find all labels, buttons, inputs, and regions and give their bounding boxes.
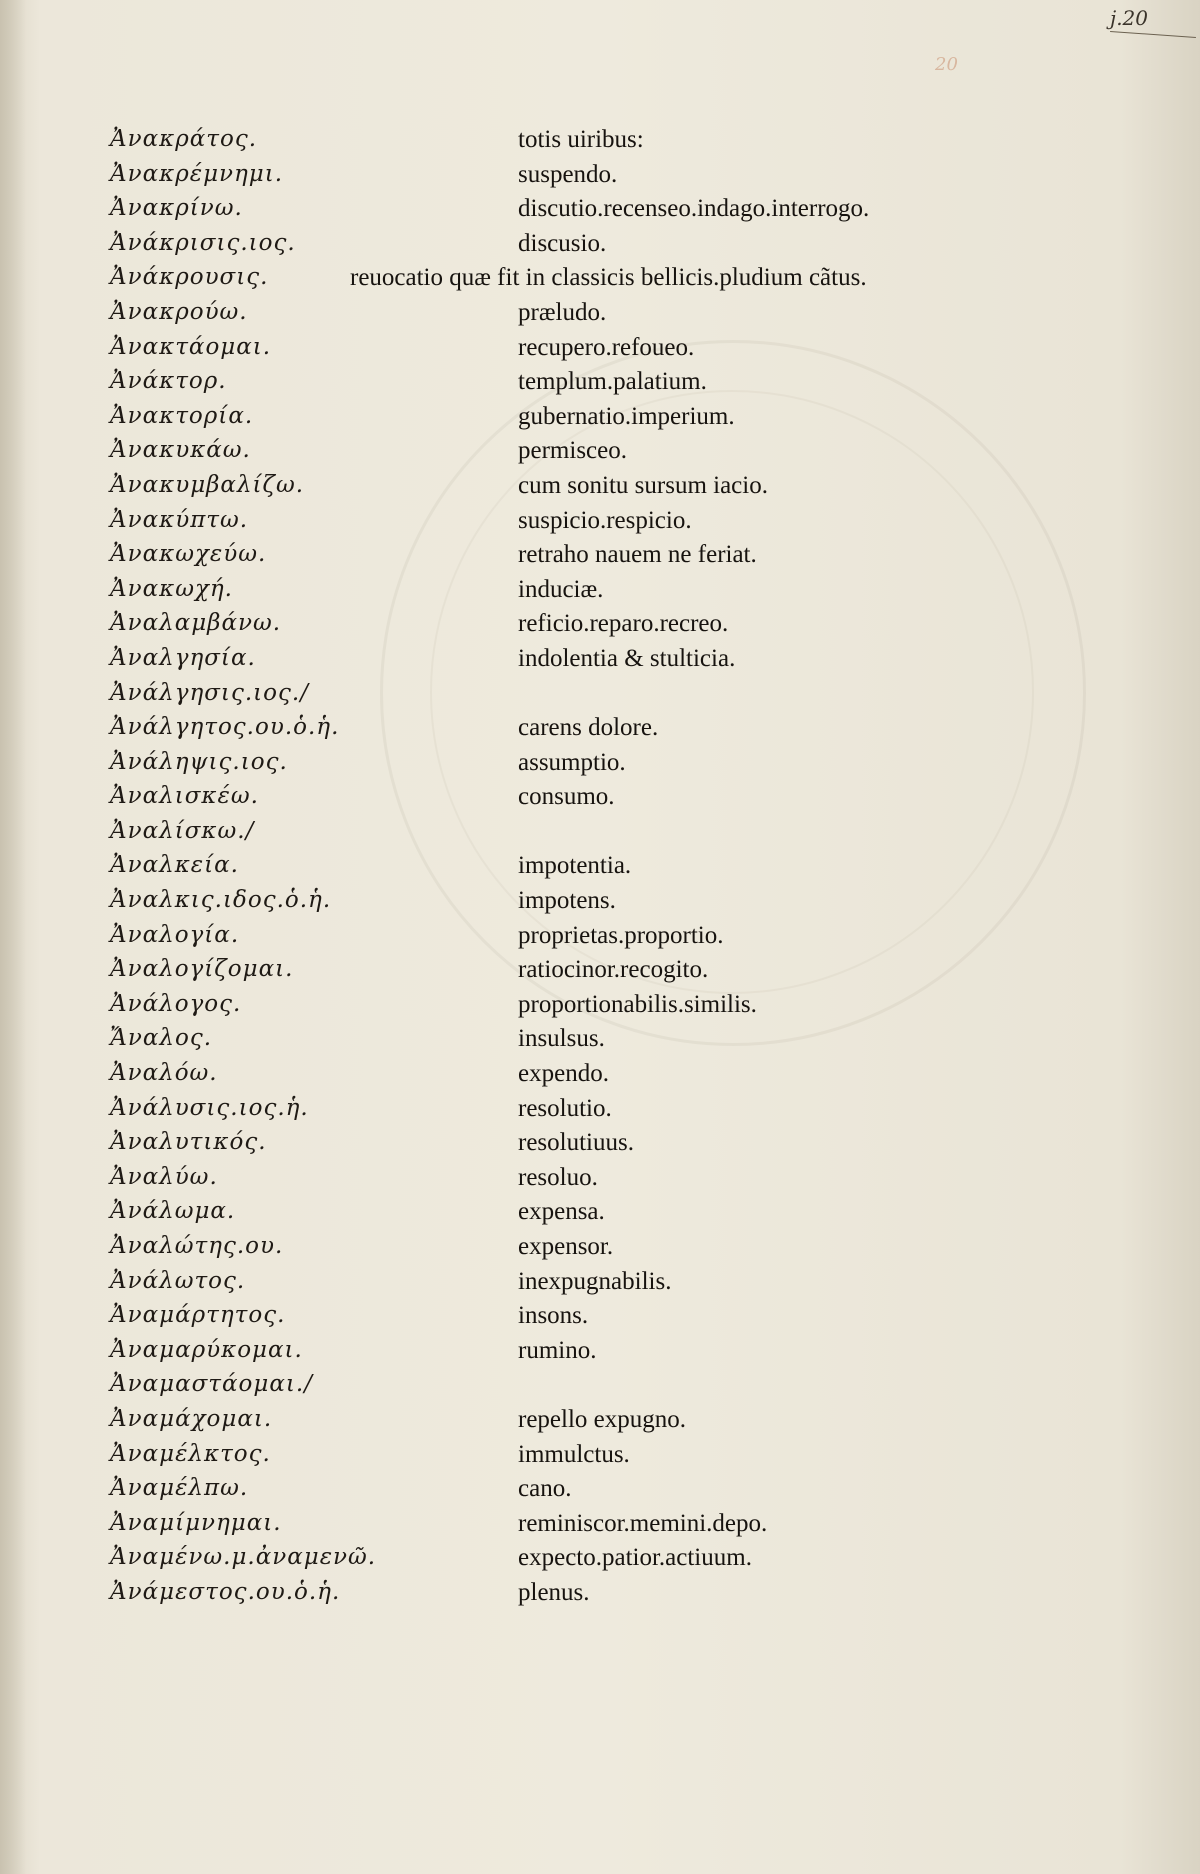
dictionary-entry	[0, 991, 1200, 1026]
greek-headword: Ἀναλίσκω./	[110, 817, 255, 844]
latin-gloss: recupero.refoueo.	[518, 333, 695, 361]
greek-headword: Ἀνάκρισις.ιος.	[110, 229, 296, 256]
greek-headword: Ἀνάλγησις.ιος./	[110, 679, 309, 706]
greek-headword: Ἀναμίμνημαι.	[110, 1509, 282, 1536]
latin-gloss: expensa.	[518, 1198, 605, 1226]
latin-gloss: cano.	[518, 1475, 572, 1503]
greek-headword: Ἀναμέλκτος.	[110, 1440, 271, 1467]
dictionary-entry	[0, 1544, 1200, 1579]
greek-headword: Ἀνάληψις.ιος.	[110, 748, 288, 775]
latin-gloss: induciæ.	[518, 575, 604, 603]
dictionary-entry	[0, 1129, 1200, 1164]
latin-gloss: indolentia & stulticia.	[518, 644, 736, 672]
greek-headword: Ἀναλώτης.ου.	[110, 1233, 284, 1259]
dictionary-entry	[0, 1441, 1200, 1476]
latin-gloss: reminiscor.memini.depo.	[518, 1509, 768, 1537]
latin-gloss: resolutiuus.	[518, 1129, 634, 1157]
folio-rule	[1110, 31, 1196, 38]
greek-headword: Ἀνακύπτω.	[110, 506, 249, 533]
latin-gloss: totis uiribus:	[518, 126, 644, 153]
dictionary-entry	[0, 437, 1200, 472]
latin-gloss: discutio.recenseo.indago.interrogo.	[518, 195, 870, 223]
latin-gloss: immulctus.	[518, 1440, 630, 1468]
greek-headword: Ἀνακράτος.	[110, 126, 258, 152]
dictionary-entry	[0, 1095, 1200, 1130]
pencil-page-number: 20	[935, 54, 958, 75]
greek-headword: Ἀναμαστάομαι./	[110, 1371, 313, 1398]
latin-gloss: insulsus.	[518, 1025, 605, 1053]
dictionary-entry	[0, 576, 1200, 611]
latin-gloss: reuocatio quæ fit in classicis bellicis.pludium cãtus.	[350, 264, 867, 292]
latin-gloss: insons.	[518, 1302, 589, 1330]
greek-headword: Ἀνακωχεύω.	[110, 541, 267, 568]
greek-headword: Ἀνακρούω.	[110, 298, 248, 325]
dictionary-entry	[0, 334, 1200, 369]
greek-headword: Ἀναμάρτητος.	[110, 1302, 286, 1329]
dictionary-entry	[0, 195, 1200, 230]
dictionary-entry	[0, 1579, 1200, 1614]
latin-gloss: consumo.	[518, 783, 615, 811]
latin-gloss: rumino.	[518, 1336, 597, 1364]
latin-gloss: retraho nauem ne feriat.	[518, 541, 757, 569]
dictionary-entry	[0, 161, 1200, 196]
dictionary-entry	[0, 922, 1200, 957]
greek-headword: Ἀνάλογος.	[110, 990, 242, 1017]
greek-headword: Ἀνακτάομαι.	[110, 333, 272, 360]
greek-headword: Ἀναλκεία.	[110, 852, 239, 879]
latin-gloss: inexpugnabilis.	[518, 1267, 672, 1295]
dictionary-entry	[0, 1198, 1200, 1233]
dictionary-entries	[0, 126, 1200, 1614]
greek-headword: Ἀναλογία.	[110, 921, 240, 948]
latin-gloss: expensor.	[518, 1233, 614, 1260]
dictionary-entry	[0, 818, 1200, 853]
latin-gloss: assumptio.	[518, 748, 626, 776]
greek-headword: Ἀναλυτικός.	[110, 1129, 267, 1156]
greek-headword: Ἀνακωχή.	[110, 575, 233, 602]
dictionary-entry	[0, 1268, 1200, 1303]
dictionary-entry	[0, 1510, 1200, 1545]
dictionary-entry	[0, 264, 1200, 299]
latin-gloss: suspendo.	[518, 160, 618, 188]
greek-headword: Ἀνακρέμνημι.	[110, 160, 284, 187]
dictionary-entry	[0, 852, 1200, 887]
dictionary-entry	[0, 126, 1200, 161]
dictionary-entry	[0, 541, 1200, 576]
latin-gloss: permisceo.	[518, 437, 627, 465]
latin-gloss: resolutio.	[518, 1094, 612, 1122]
latin-gloss: resoluo.	[518, 1163, 598, 1191]
greek-headword: Ἀναλόω.	[110, 1060, 218, 1087]
greek-headword: Ἀνακρίνω.	[110, 195, 243, 222]
latin-gloss: proportionabilis.similis.	[518, 990, 757, 1018]
latin-gloss: expecto.patior.actiuum.	[518, 1544, 752, 1572]
dictionary-entry	[0, 1371, 1200, 1406]
dictionary-entry	[0, 956, 1200, 991]
dictionary-entry	[0, 472, 1200, 507]
latin-gloss: præludo.	[518, 298, 607, 326]
greek-headword: Ἀναμαρύκομαι.	[110, 1336, 303, 1363]
latin-gloss: impotens.	[518, 887, 616, 915]
dictionary-entry	[0, 887, 1200, 922]
greek-headword: Ἀναλύω.	[110, 1163, 218, 1190]
dictionary-entry	[0, 680, 1200, 715]
dictionary-entry	[0, 368, 1200, 403]
dictionary-entry	[0, 714, 1200, 749]
folio-number: j.20	[1110, 6, 1149, 30]
latin-gloss: gubernatio.imperium.	[518, 402, 735, 430]
latin-gloss: discusio.	[518, 229, 607, 257]
greek-headword: Ἀναλκις.ιδος.ὁ.ἡ.	[110, 887, 332, 914]
dictionary-entry	[0, 1060, 1200, 1095]
greek-headword: Ἀνάκτορ.	[110, 368, 227, 395]
greek-headword: Ἀναλαμβάνω.	[110, 610, 282, 637]
latin-gloss: expendo.	[518, 1060, 609, 1088]
greek-headword: Ἀνάμεστος.ου.ὁ.ἡ.	[110, 1578, 341, 1605]
greek-headword: Ἀνάλωμα.	[110, 1198, 236, 1225]
latin-gloss: reficio.reparo.recreo.	[518, 610, 729, 638]
greek-headword: Ἀναλγησία.	[110, 644, 256, 671]
greek-headword: Ἀνακτορία.	[110, 402, 254, 429]
dictionary-entry	[0, 230, 1200, 265]
dictionary-entry	[0, 1164, 1200, 1199]
greek-headword: Ἄναλος.	[110, 1025, 213, 1052]
dictionary-entry	[0, 610, 1200, 645]
dictionary-entry	[0, 1337, 1200, 1372]
latin-gloss: proprietas.proportio.	[518, 921, 724, 949]
greek-headword: Ἀνάκρουσις.	[110, 264, 269, 291]
latin-gloss: repello expugno.	[518, 1405, 687, 1433]
dictionary-entry	[0, 783, 1200, 818]
dictionary-entry	[0, 507, 1200, 542]
latin-gloss: templum.palatium.	[518, 368, 707, 396]
latin-gloss: plenus.	[518, 1578, 590, 1606]
latin-gloss: impotentia.	[518, 852, 632, 880]
dictionary-entry	[0, 1406, 1200, 1441]
latin-gloss: carens dolore.	[518, 714, 659, 742]
greek-headword: Ἀναμένω.μ.ἀναμενῶ.	[110, 1544, 377, 1571]
dictionary-entry	[0, 1025, 1200, 1060]
dictionary-entry	[0, 749, 1200, 784]
dictionary-entry	[0, 299, 1200, 334]
latin-gloss: cum sonitu sursum iacio.	[518, 471, 768, 499]
greek-headword: Ἀνάλυσις.ιος.ἡ.	[110, 1094, 309, 1121]
greek-headword: Ἀναλογίζομαι.	[110, 956, 294, 983]
dictionary-entry	[0, 1475, 1200, 1510]
greek-headword: Ἀναμέλπω.	[110, 1475, 249, 1502]
dictionary-entry	[0, 1302, 1200, 1337]
greek-headword: Ἀνάλωτος.	[110, 1267, 246, 1294]
dictionary-entry	[0, 645, 1200, 680]
greek-headword: Ἀνακυμβαλίζω.	[110, 471, 305, 498]
greek-headword: Ἀνακυκάω.	[110, 437, 251, 464]
latin-gloss: ratiocinor.recogito.	[518, 956, 709, 984]
greek-headword: Ἀναλισκέω.	[110, 783, 259, 810]
dictionary-entry	[0, 403, 1200, 438]
latin-gloss: suspicio.respicio.	[518, 506, 692, 534]
dictionary-entry	[0, 1233, 1200, 1268]
greek-headword: Ἀνάλγητος.ου.ὁ.ἡ.	[110, 714, 340, 741]
greek-headword: Ἀναμάχομαι.	[110, 1405, 273, 1432]
